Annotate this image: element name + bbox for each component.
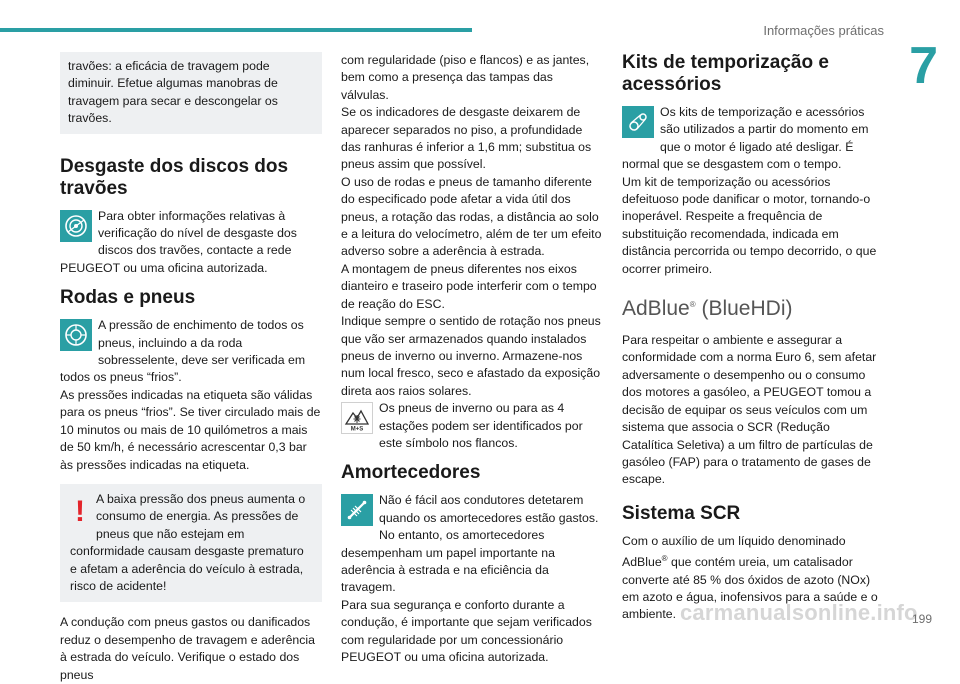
shock-text: Não é fácil aos condutores detetarem quando os amortecedores estão gastos. No entanto, os amortecedores desempenham um papel importante na aderência à estrada e na eficiência da travagem. [341, 493, 599, 595]
adblue-heading: AdBlue® (BlueHDi) [622, 297, 793, 321]
scr-text: Com o auxílio de um líquido denominado AdBlue® que contém ureia, um catalisador converte até 85 % dos óxidos de azoto (NOx) em azoto e água, inofensivos para a saúde e o ambiente. [622, 533, 878, 622]
section-title: Informações práticas [763, 23, 884, 38]
tyres-text: A pressão de enchimento de todos os pneus, incluindo a da roda sobresselente, deve ser verificada em todos os pneus “frios”. [60, 318, 306, 385]
shock-absorbers-section [341, 492, 603, 596]
winter-tyres-section [341, 400, 603, 452]
column-2 [341, 52, 603, 666]
kits-text: Os kits de temporização e acessórios são utilizados a partir do momento em que o motor é ligado até desligar. É normal que se desgastem com o tempo. [622, 105, 869, 172]
tyre-icon [60, 319, 92, 351]
watermark: carmanualsonline.info [680, 600, 918, 625]
tyres-section [60, 317, 322, 387]
closing-text: A condução com pneus gastos ou danificados reduz o desempenho de travagem e aderência à estrada do veículo. Verifique o estado dos pneus [60, 615, 315, 682]
snowflake-mountain-icon [341, 402, 373, 434]
shock-text-2: Para sua segurança e conforto durante a condução, é importante que sejam verificados com regularidade por um concessionário PEUGEOT ou uma oficina autorizada. [341, 597, 592, 664]
tyre-care-text-5: Indique sempre o sentido de rotação nos pneus que vão ser armazenados quando instalados pneus de inverno ou inverno. Armazene-nos num local fresco, seco e afastado da exposição direta aos raios solares. [341, 314, 601, 398]
column-3 [622, 52, 884, 624]
shock-absorbers-heading: Amortecedores [341, 462, 481, 484]
column-1 [60, 52, 322, 684]
tyres-heading: Rodas e pneus [60, 287, 196, 309]
discs-section [60, 208, 322, 278]
tyres-text-2: As pressões indicadas na etiqueta são válidas para os pneus “frios”. Se tiver circulado mais de 10 minutos ou mais de 10 quilómetros a mais de 50 km/h, é necessário acrescentar 0,3 bar às pressões indicadas na etiqueta. [60, 387, 321, 472]
tyre-care-text-2: Se os indicadores de desgaste deixarem de aparecer separados no piso, a profundidade das ranhuras é inferior a 1,6 mm; substitua os pneus assim que possível. [341, 105, 592, 172]
disc-wear-icon [60, 210, 92, 242]
timing-belt-icon [622, 106, 654, 138]
winter-text: Os pneus de inverno ou para as 4 estações podem ser identificados por este símbolo nos flancos. [379, 401, 583, 450]
kits-section [622, 104, 884, 174]
header-accent-bar [0, 28, 472, 32]
winter-icon-label: M+S [350, 426, 364, 433]
adblue-text: Para respeitar o ambiente e assegurar a conformidade com a norma Euro 6, sem afetar adversamente o desempenho ou o consumo dos motores a gasóleo, a PEUGEOT tomou a decisão de equipar os seus veículos com um sistema que associa o SCR (Redução Catalítica Seletiva) a um filtro de partículas de gasóleo (FAP) para o tratamento de gases de escape. [622, 333, 877, 487]
page-number: 199 [911, 612, 932, 626]
discs-heading: Desgaste dos discos dos travões [60, 155, 289, 199]
intro-text: travões: a eficácia de travagem pode diminuir. Efetue algumas manobras de travagem para secar e descongelar os travões. [68, 59, 278, 126]
warning-text: A baixa pressão dos pneus aumenta o consumo de energia. As pressões de pneus que não estejam em conformidade causam desgaste prematuro e afetam a aderência do veículo à estrada, risco de acidente! [70, 491, 306, 593]
intro-box [60, 52, 322, 134]
exclamation-icon: ! [75, 494, 85, 528]
discs-text: Para obter informações relativas à verificação do nível de desgaste dos discos dos travões, contacte a rede PEUGEOT ou uma oficina autorizada. [60, 208, 297, 275]
kits-text-2: Um kit de temporização ou acessórios defeituoso pode danificar o motor, tornando-o inoperável. Respeite a frequência de substituição recomendada, indicada em distância percorrida ou tempo decorrido, o que ocorrer primeiro. [622, 174, 877, 276]
tyre-care-text-3: O uso de rodas e pneus de tamanho diferente do especificado pode afetar a vida útil dos pneus, a rotação das rodas, a distância ao solo e a leitura do velocímetro, além de ter um efeito adverso sobre a aderência à estrada. [341, 174, 602, 259]
tyre-care-text-1: com regularidade (piso e flancos) e as jantes, bem como a presença das tampas das válvulas. [341, 53, 590, 102]
warning-box [60, 484, 322, 602]
kits-heading: Kits de temporização e acessórios [622, 52, 829, 95]
tyre-care-text-4: A montagem de pneus diferentes nos eixos dianteiro e traseiro pode interferir com o tempo de reação do ESC. [341, 261, 597, 311]
scr-heading: Sistema SCR [622, 502, 741, 524]
chapter-number: 7 [909, 37, 938, 95]
shock-absorber-icon [341, 494, 373, 526]
